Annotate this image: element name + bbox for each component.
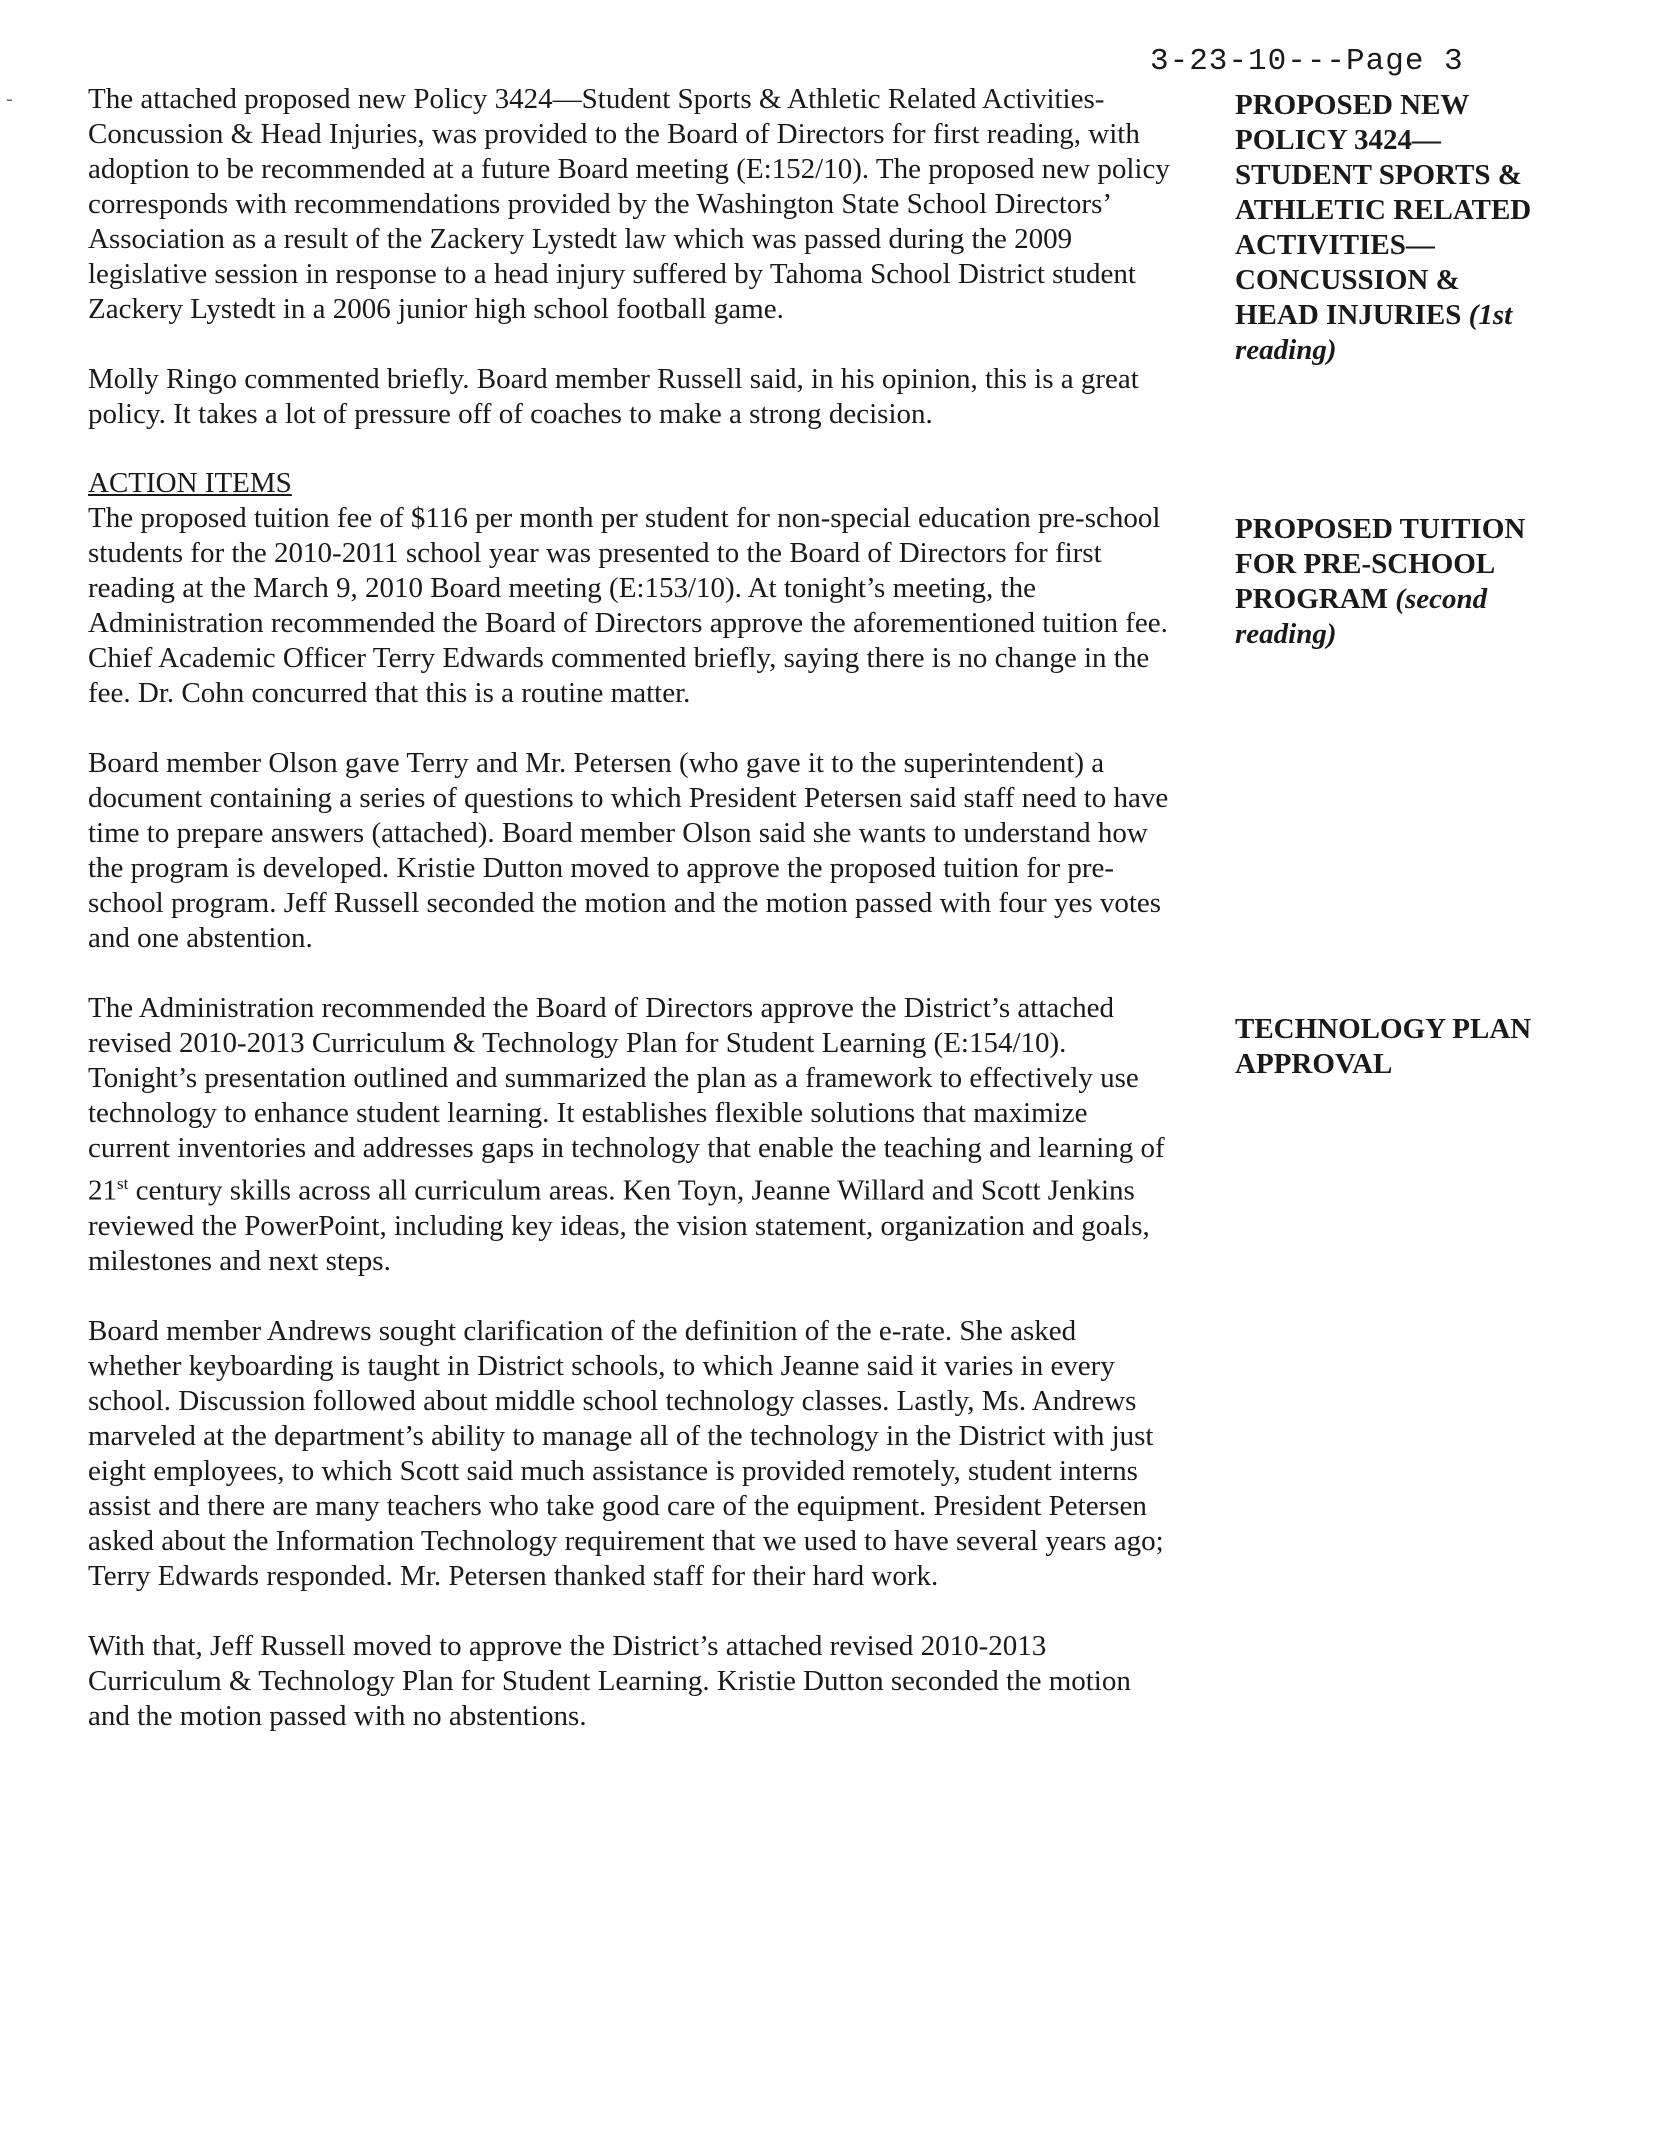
sidebar-note: (second reading): [1235, 583, 1488, 650]
technology-motion-paragraph: With that, Jeff Russell moved to approve the District’s attached revised 2010-2013 Curriculum & Technology Plan for Student Learning. Kristie Dutton seconded the motion and the motion passed with no abstentions.: [88, 1629, 1131, 1732]
policy-3424-comments-paragraph: Molly Ringo commented briefly. Board member Russell said, in his opinion, this is a great policy. It takes a lot of pressure off of coaches to make a strong decision.: [88, 363, 1139, 430]
sidebar-note: (1st reading): [1235, 299, 1513, 366]
tuition-fee-paragraph: The proposed tuition fee of $116 per month per student for non-special education pre-school students for the 2010-2011 school year was presented to the Board of Directors for first reading at the March 9, 2010 Board meeting (E:153/10). At tonight’s meeting, the Administration recommended the Board of Directors approve the aforementioned tuition fee. Chief Academic Officer Terry Edwards commented briefly, saying there is no change in the fee. Dr. Cohn concurred that this is a routine matter.: [88, 502, 1168, 709]
sidebar-heading-tuition: [1235, 512, 1535, 652]
sidebar-title: PROPOSED TUITION FOR PRE-SCHOOL PROGRAM: [1235, 513, 1526, 615]
page-number-header: 3-23-10---Page 3: [1150, 44, 1464, 79]
andrews-discussion-paragraph: Board member Andrews sought clarification of the definition of the e-rate. She asked whether keyboarding is taught in District schools, to which Jeanne said it varies in every school. Discussion followed about middle school technology classes. Lastly, Ms. Andrews marveled at the department’s ability to manage all of the technology in the District with just eight employees, to which Scott said much assistance is provided remotely, student interns assist and there are many teachers who take good care of the equipment. President Petersen asked about the Information Technology requirement that we used to have several years ago; Terry Edwards responded. Mr. Petersen thanked staff for their hard work.: [88, 1314, 1164, 1592]
policy-3424-paragraph: The attached proposed new Policy 3424—Student Sports & Athletic Related Activities-Concussion & Head Injuries, was provided to the Board of Directors for first reading, with adoption to be recommended at a future Board meeting (E:152/10). The proposed new policy corresponds with recommendations provided by the Washington State School Directors’ Association as a result of the Zackery Lystedt law which was passed during the 2009 legislative session in response to a head injury suffered by Tahoma School District student Zackery Lystedt in a 2006 junior high school football game.: [88, 83, 1170, 325]
sidebar-heading-policy-3424: [1235, 88, 1535, 368]
technology-plan-text-continued: century skills across all curriculum areas. Ken Toyn, Jeanne Willard and Scott Jenkins reviewed the PowerPoint, including key ideas, the vision statement, organization and goals, milestones and next steps.: [88, 1174, 1150, 1277]
action-items-heading: ACTION ITEMS: [88, 467, 292, 499]
margin-mark: -: [6, 88, 13, 110]
sidebar-heading-technology: [1235, 1012, 1535, 1082]
ordinal-superscript: st: [117, 1174, 129, 1193]
technology-plan-text: The Administration recommended the Board of Directors approve the District’s attached revised 2010-2013 Curriculum & Technology Plan for Student Learning (E:154/10). Tonight’s presentation outlined and summarized the plan as a framework to effectively use technology to enhance student learning. It establishes flexible solutions that maximize current inventories and addresses gaps in technology that enable the teaching and learning of 21: [88, 992, 1165, 1207]
sidebar-title: PROPOSED NEW POLICY 3424— STUDENT SPORTS & ATHLETIC RELATED ACTIVITIES— CONCUSSION & HEAD INJURIES: [1235, 89, 1532, 331]
technology-plan-paragraph: [88, 991, 1173, 1279]
sidebar-title: TECHNOLOGY PLAN APPROVAL: [1235, 1013, 1532, 1080]
minutes-body: [88, 82, 1173, 1734]
tuition-motion-paragraph: Board member Olson gave Terry and Mr. Petersen (who gave it to the superintendent) a document containing a series of questions to which President Petersen said staff need to have time to prepare answers (attached). Board member Olson said she wants to understand how the program is developed. Kristie Dutton moved to approve the proposed tuition for pre-school program. Jeff Russell seconded the motion and the motion passed with four yes votes and one abstention.: [88, 747, 1169, 954]
